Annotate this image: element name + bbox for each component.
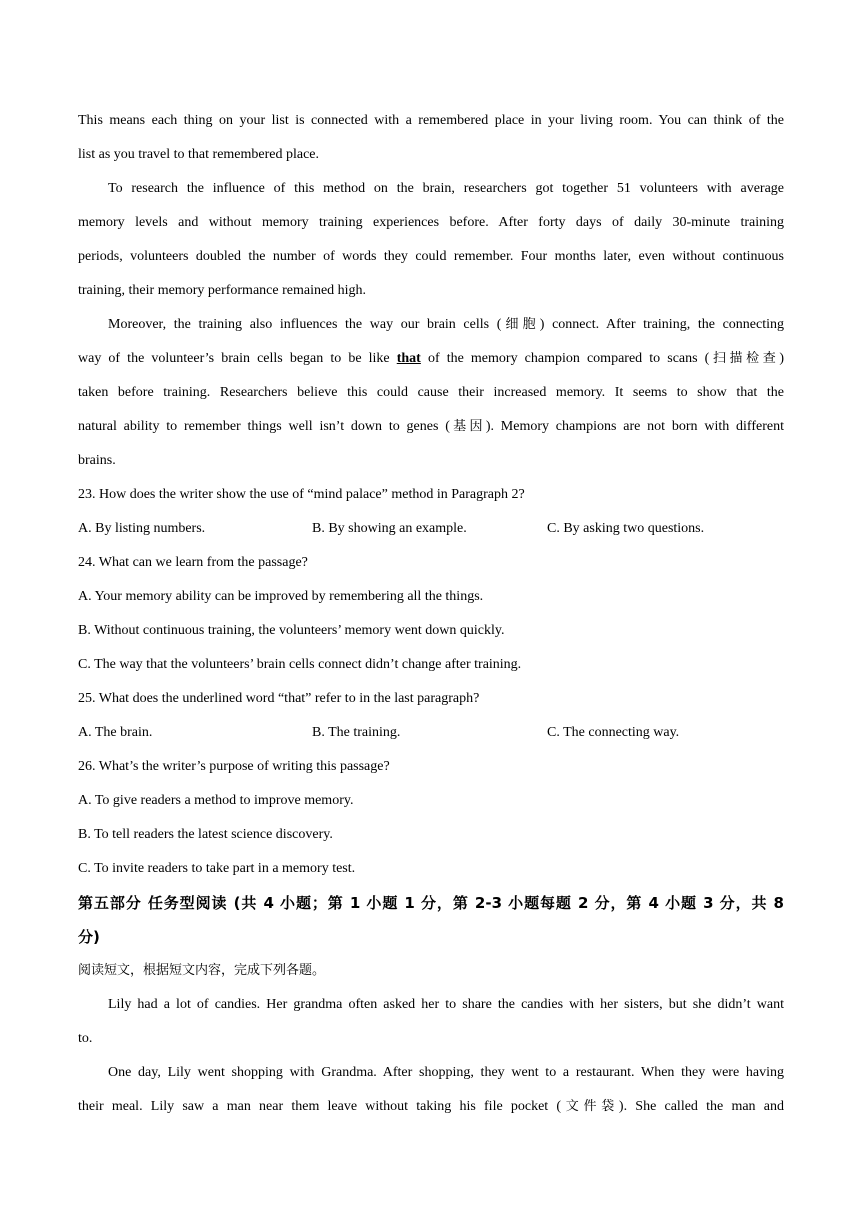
option-a: A. The brain. (78, 725, 153, 740)
option-c: C. To invite readers to take part in a memory test. (78, 861, 356, 876)
chinese-gloss: 基因 (449, 419, 486, 434)
document-page (78, 104, 784, 1124)
text-segment: Moreover, the training also influences the way our brain cells ( (108, 317, 502, 332)
chinese-gloss: 文件袋 (561, 1099, 619, 1114)
option-b: B. By showing an example. (312, 521, 467, 536)
passage-p3-line-5: brains. (78, 453, 116, 468)
question-24: 24. What can we learn from the passage? (78, 555, 308, 570)
passage-p1-line-2: list as you travel to that remembered place. (78, 147, 320, 162)
underlined-word-that: that (396, 351, 421, 366)
story-p2-line-1: One day, Lily went shopping with Grandma. After shopping, they went to a restaurant. When they were having (108, 1065, 784, 1080)
passage-p2-line-4: training, their memory performance remained high. (78, 283, 367, 298)
section-5-heading-cont: 分) (78, 928, 100, 946)
story-p1-line-2: to. (78, 1031, 93, 1046)
text-segment: ) (779, 351, 784, 366)
story-p1-line-1: Lily had a lot of candies. Her grandma often asked her to share the candies with her sisters, but she didn’t want (108, 997, 784, 1012)
question-23: 23. How does the writer show the use of “mind palace” method in Paragraph 2? (78, 487, 525, 502)
option-a: A. By listing numbers. (78, 521, 206, 536)
passage-p3-line-2 (78, 342, 784, 376)
passage-p3-line-3: taken before training. Researchers believe this could cause their increased memory. It seems to show that the (78, 385, 784, 400)
text-segment: way of the volunteer’s brain cells began to be like (78, 351, 397, 366)
chinese-gloss: 细胞 (501, 317, 540, 332)
text-segment: ). She called the man and (618, 1099, 784, 1114)
option-c: C. The connecting way. (547, 725, 680, 740)
question-23-options (78, 512, 784, 546)
text-segment: of the memory champion compared to scans ( (420, 351, 710, 366)
passage-p2-line-2: memory levels and without memory training experiences before. After forty days of daily 30-minute training (78, 215, 784, 230)
text-segment: ). Memory champions are not born with different (485, 419, 784, 434)
text-segment: natural ability to remember things well isn’t down to genes ( (78, 419, 450, 434)
passage-p2-line-3: periods, volunteers doubled the number of words they could remember. Four months later, even without continuous (78, 249, 784, 264)
section-5-instruction: 阅读短文，根据短文内容，完成下列各题。 (78, 963, 326, 978)
option-b: B. The training. (312, 725, 401, 740)
text-segment: ) connect. After training, the connecting (539, 317, 784, 332)
question-26: 26. What’s the writer’s purpose of writing this passage? (78, 759, 390, 774)
option-c: C. By asking two questions. (547, 521, 705, 536)
story-p2-line-2 (78, 1090, 784, 1124)
question-25-options (78, 716, 784, 750)
passage-p2-line-1: To research the influence of this method on the brain, researchers got together 51 volunteers with average (108, 181, 784, 196)
option-c: C. The way that the volunteers’ brain cells connect didn’t change after training. (78, 657, 522, 672)
option-a: A. Your memory ability can be improved by remembering all the things. (78, 589, 484, 604)
section-5-heading: 第五部分 任务型阅读 (共 4 小题；第 1 小题 1 分，第 2-3 小题每题 2 分，第 4 小题 3 分，共 8 (78, 894, 784, 912)
passage-p1-line-1: This means each thing on your list is connected with a remembered place in your living room. You can think of the (78, 113, 784, 128)
option-a: A. To give readers a method to improve memory. (78, 793, 354, 808)
option-b: B. Without continuous training, the volunteers’ memory went down quickly. (78, 623, 505, 638)
passage-p3-line-4 (78, 410, 784, 444)
chinese-gloss: 扫描检查 (709, 351, 780, 366)
passage-p3-line-1 (78, 308, 784, 342)
text-segment: their meal. Lily saw a man near them leave without taking his file pocket ( (78, 1099, 562, 1114)
question-25: 25. What does the underlined word “that” refer to in the last paragraph? (78, 691, 480, 706)
option-b: B. To tell readers the latest science discovery. (78, 827, 333, 842)
